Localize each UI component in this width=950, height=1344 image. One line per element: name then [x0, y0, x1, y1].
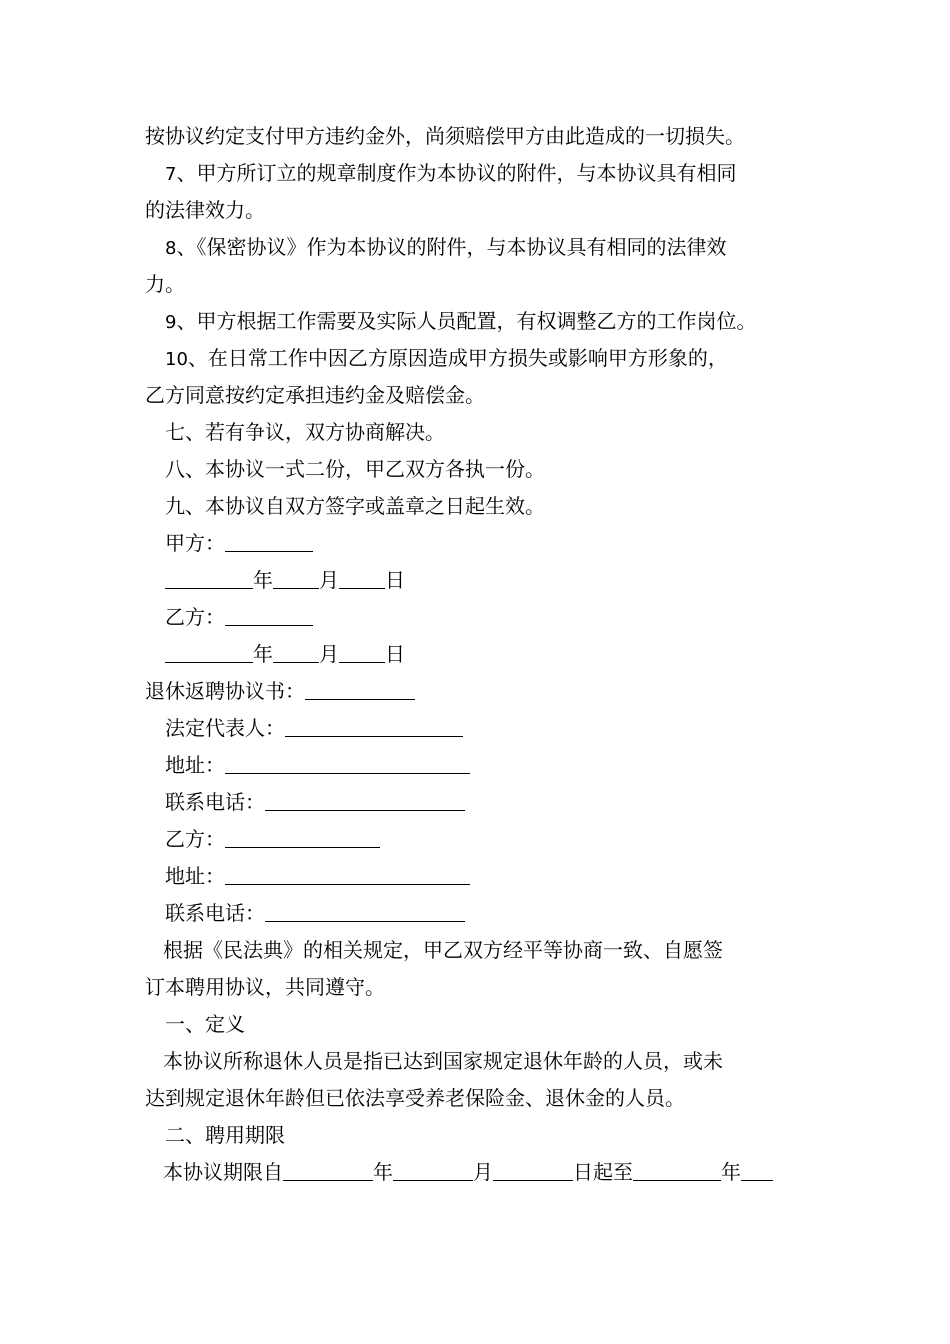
paragraph-line	[145, 192, 825, 229]
text: 按协议约定支付甲方违约金外，尚须赔偿甲方由此造成的一切损失。	[145, 124, 745, 148]
clause-10	[145, 340, 825, 377]
label: 法定代表人：	[165, 716, 285, 740]
paragraph-line	[145, 932, 825, 969]
month-label: 月	[319, 642, 339, 666]
text: 、在日常工作中因乙方原因造成甲方损失或影响甲方形象的，	[187, 346, 728, 370]
phone-blank[interactable]	[265, 791, 465, 811]
day-blank[interactable]	[493, 1161, 573, 1181]
month-label: 月	[473, 1160, 493, 1184]
day-blank[interactable]	[339, 569, 385, 589]
address-field	[145, 747, 825, 784]
label: 地址：	[165, 864, 225, 888]
text: 二、聘用期限	[165, 1123, 285, 1147]
text: 、甲方根据工作需要及实际人员配置，有权调整乙方的工作岗位。	[176, 309, 757, 333]
paragraph-line	[145, 1080, 825, 1117]
label: 乙方：	[165, 827, 225, 851]
legal-representative-field	[145, 710, 825, 747]
label: 联系电话：	[165, 790, 265, 814]
party-b-field	[145, 821, 825, 858]
label: 联系电话：	[165, 901, 265, 925]
address-blank[interactable]	[225, 865, 470, 885]
party-a-date	[145, 562, 825, 599]
title-blank[interactable]	[305, 680, 415, 700]
label: 乙方：	[165, 605, 225, 629]
paragraph-line	[145, 266, 825, 303]
document-body	[145, 118, 825, 1191]
text: 订本聘用协议，共同遵守。	[145, 975, 385, 999]
party-b-blank[interactable]	[225, 828, 380, 848]
paragraph-line	[145, 969, 825, 1006]
term-line	[145, 1154, 825, 1191]
year-label: 年	[373, 1160, 393, 1184]
month-blank[interactable]	[273, 643, 319, 663]
text: 、《保密协议》作为本协议的附件，与本协议具有相同的法律效	[176, 235, 727, 259]
text: 乙方同意按约定承担违约金及赔偿金。	[145, 383, 485, 407]
clause-number: 8	[165, 238, 177, 259]
month-blank[interactable]	[741, 1161, 773, 1181]
clause-number: 10	[165, 349, 188, 370]
day-blank[interactable]	[339, 643, 385, 663]
clause-number: 9	[165, 312, 177, 333]
paragraph-line	[145, 118, 825, 155]
label: 地址：	[165, 753, 225, 777]
text: 一、定义	[165, 1012, 245, 1036]
year-blank[interactable]	[165, 643, 253, 663]
clause-number: 7	[165, 164, 177, 185]
agreement-title-field	[145, 673, 825, 710]
section-7	[145, 414, 825, 451]
address-field	[145, 858, 825, 895]
section-8	[145, 451, 825, 488]
signature-blank[interactable]	[225, 606, 313, 626]
text: 日起至	[573, 1160, 633, 1184]
day-label: 日	[385, 568, 405, 592]
year-label: 年	[253, 568, 273, 592]
year-blank[interactable]	[165, 569, 253, 589]
signature-blank[interactable]	[225, 532, 313, 552]
text: 根据《民法典》的相关规定，甲乙双方经平等协商一致、自愿签	[163, 938, 723, 962]
label: 甲方：	[165, 531, 225, 555]
party-b-signature	[145, 599, 825, 636]
section-heading	[145, 1117, 825, 1154]
text: 本协议期限自	[163, 1160, 283, 1184]
section-heading	[145, 1006, 825, 1043]
paragraph-line	[145, 1043, 825, 1080]
text: 的法律效力。	[145, 198, 265, 222]
year-blank[interactable]	[283, 1161, 373, 1181]
text: 本协议所称退休人员是指已达到国家规定退休年龄的人员，或未	[163, 1049, 723, 1073]
clause-7	[145, 155, 825, 192]
year-label: 年	[721, 1160, 741, 1184]
text: 七、若有争议，双方协商解决。	[165, 420, 445, 444]
text: 力。	[145, 272, 185, 296]
text: 八、本协议一式二份，甲乙双方各执一份。	[165, 457, 545, 481]
text: 九、本协议自双方签字或盖章之日起生效。	[165, 494, 545, 518]
month-blank[interactable]	[393, 1161, 473, 1181]
clause-9	[145, 303, 825, 340]
representative-blank[interactable]	[285, 717, 463, 737]
label: 退休返聘协议书：	[145, 679, 305, 703]
section-9	[145, 488, 825, 525]
clause-8	[145, 229, 825, 266]
paragraph-line	[145, 377, 825, 414]
year-label: 年	[253, 642, 273, 666]
text: 、甲方所订立的规章制度作为本协议的附件，与本协议具有相同	[176, 161, 737, 185]
phone-blank[interactable]	[265, 902, 465, 922]
phone-field	[145, 895, 825, 932]
day-label: 日	[385, 642, 405, 666]
month-label: 月	[319, 568, 339, 592]
text: 达到规定退休年龄但已依法享受养老保险金、退休金的人员。	[145, 1086, 685, 1110]
address-blank[interactable]	[225, 754, 470, 774]
year-blank[interactable]	[633, 1161, 721, 1181]
phone-field	[145, 784, 825, 821]
month-blank[interactable]	[273, 569, 319, 589]
party-a-signature	[145, 525, 825, 562]
party-b-date	[145, 636, 825, 673]
